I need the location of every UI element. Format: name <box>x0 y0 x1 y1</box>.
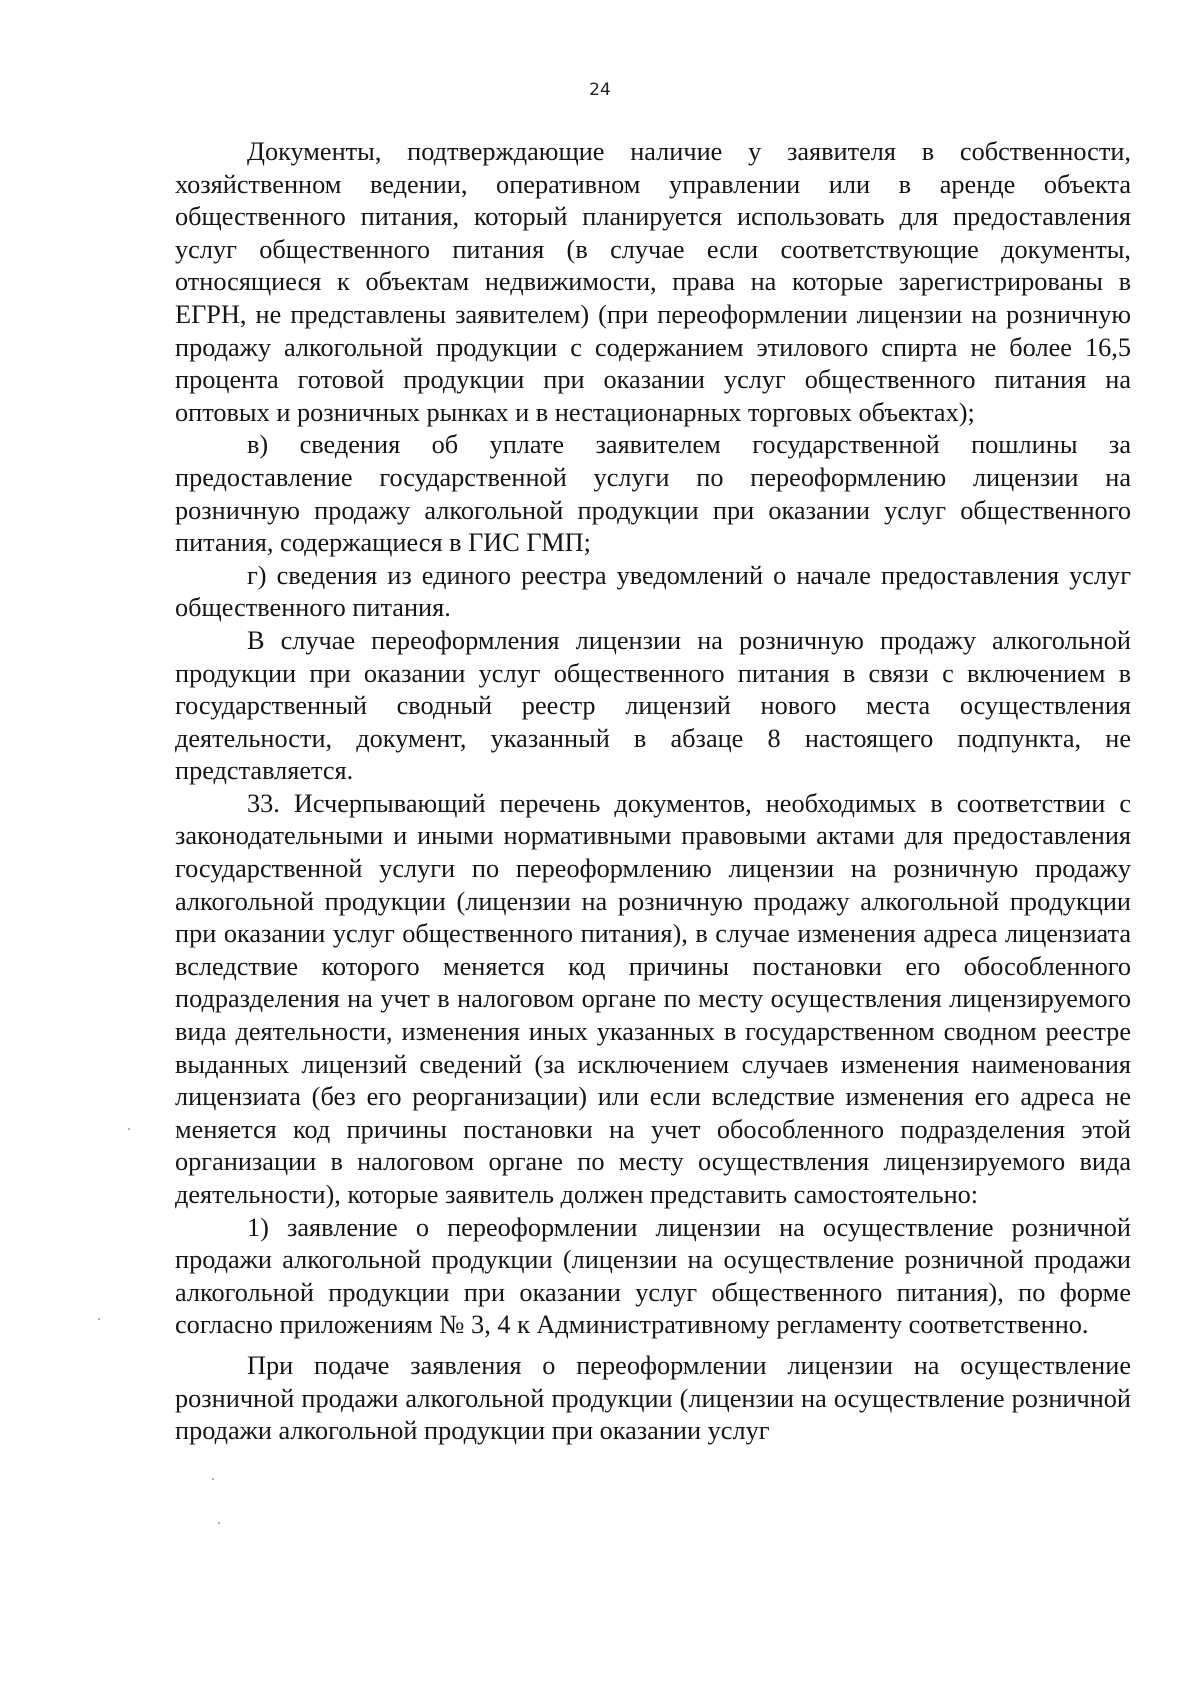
paragraph-item-g-notification-registry: г) сведения из единого реестра уведомлений о начале предоставления услуг общественного питания. <box>175 560 1131 623</box>
paragraph-item-1-application: 1) заявление о переоформлении лицензии на осуществление розничной продажи алкогольной продукции (лицензии на осуществление розничной продажи алкогольной продукции при оказании услуг общественного питания), по форме согласно приложениям № 3, 4 к Административному регламенту соответственно. <box>175 1212 1131 1340</box>
paragraph-ownership-documents: Документы, подтверждающие наличие у заявителя в собственности, хозяйственном ведении, оперативном управлении или в аренде объекта общественного питания, который планируется использовать для предоставления услуг общественного питания (в случае если соответствующие документы, относящиеся к объектам недвижимости, права на которые зарегистрированы в ЕГРН, не представлены заявителем) (при переоформлении лицензии на розничную продажу алкогольной продукции с содержанием этилового спирта не более 16,5 процента готовой продукции при оказании услуг общественного питания на оптовых и розничных рынках и в нестационарных торговых объектах); <box>175 137 1131 427</box>
scan-speck <box>98 1318 100 1320</box>
paragraph-item-v-state-fee: в) сведения об уплате заявителем государственной пошлины за предоставление государственной услуги по переоформлению лицензии на розничную продажу алкогольной продукции при оказании услуг общественного питания, содержащиеся в ГИС ГМП; <box>175 430 1131 558</box>
paragraph-application-submission: При подаче заявления о переоформлении лицензии на осуществление розничной продажи алкогольной продукции (лицензии на осуществление розничной продажи алкогольной продукции при оказании услуг <box>175 1350 1131 1446</box>
paragraph-new-location-case: В случае переоформления лицензии на розничную продажу алкогольной продукции при оказании услуг общественного питания в связи с включением в государственный сводный реестр лицензий нового места осуществления деятельности, документ, указанный в абзаце 8 настоящего подпункта, не представляется. <box>175 625 1131 786</box>
page-number: 24 <box>589 80 611 100</box>
paragraph-section-33: 33. Исчерпывающий перечень документов, необходимых в соответствии с законодательными и иными нормативными правовыми актами для предоставления государственной услуги по переоформлению лицензии на розничную продажу алкогольной продукции (лицензии на розничную продажу алкогольной продукции при оказании услуг общественного питания), в случае изменения адреса лицензиата вследствие которого меняется код причины постановки его обособленного подразделения на учет в налоговом органе по месту осуществления лицензируемого вида деятельности, изменения иных указанных в государственном сводном реестре выданных лицензий сведений (за исключением случаев изменения наименования лицензиата (без его реорганизации) или если вследствие изменения его адреса не меняется код причины постановки на учет обособленного подразделения этой организации в налоговом органе по месту осуществления лицензируемого вида деятельности), которые заявитель должен представить самостоятельно: <box>175 788 1131 1209</box>
scan-speck <box>128 1128 130 1130</box>
document-body <box>175 136 1131 1448</box>
scan-speck <box>212 1478 214 1480</box>
scan-speck <box>218 1522 220 1524</box>
